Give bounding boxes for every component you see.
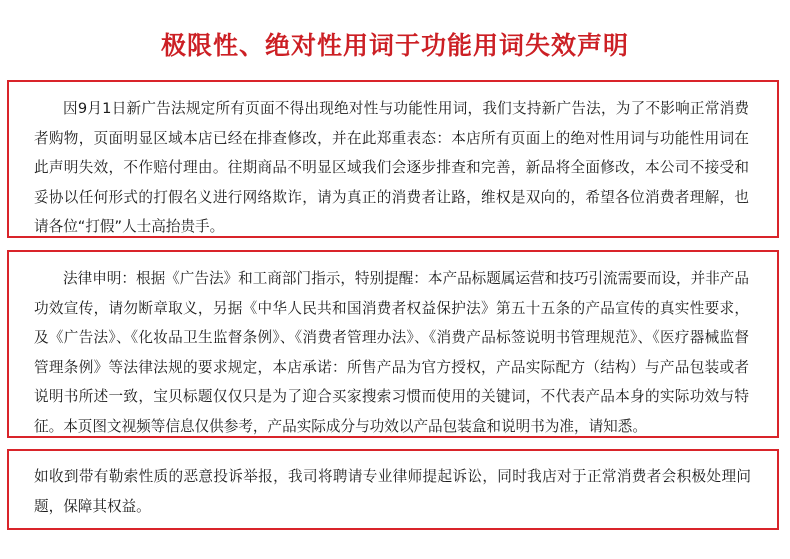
notice-text-legal: 法律申明：根据《广告法》和工商部门指示，特别提醒：本产品标题属运营和技巧引流需要而设，并非产品功效宣传，请勿断章取义，另据《中华人民共和国消费者权益保护法》第五十五条的产品宣传的真实性要求，及《广告法》、《化妆品卫生监督条例》、《消费者管理办法》、《消费产品标签说明书管理规范》、《医疗器械监督管理条例》等法律法规的要求规定，本店承诺：所售产品为官方授权，产品实际配方（结构）与产品包装或者说明书所述一致，宝贝标题仅仅只是为了迎合买家搜索习惯而使用的关键词，不代表产品本身的实际功效与特征。本页图文视频等信息仅供参考，产品实际成分与功效以产品包装盒和说明书为准，请知悉。 bbox=[34, 270, 749, 435]
notice-box-invalidation bbox=[7, 80, 779, 238]
notice-text-invalidation: 因9月1日新广告法规定所有页面不得出现绝对性与功能性用词，我们支持新广告法，为了不影响正常消费者购物，页面明显区域本店已经在排查修改，并在此郑重表态：本店所有页面上的绝对性用词与功能性用词在此声明失效，不作赔付理由。往期商品不明显区域我们会逐步排查和完善，新品将全面修改，本公司不接受和妥协以任何形式的打假名义进行网络欺诈，请为真正的消费者让路，维权是双向的，希望各位消费者理解，也请各位“打假”人士高抬贵手。 bbox=[34, 100, 749, 235]
notice-text-complaint: 如收到带有勒索性质的恶意投诉举报，我司将聘请专业律师提起诉讼，同时我店对于正常消费者会积极处理问题，保障其权益。 bbox=[34, 468, 751, 515]
notice-box-complaint bbox=[7, 449, 779, 530]
notice-box-legal bbox=[7, 250, 779, 438]
page-title: 极限性、绝对性用词于功能用词失效声明 bbox=[160, 31, 629, 60]
